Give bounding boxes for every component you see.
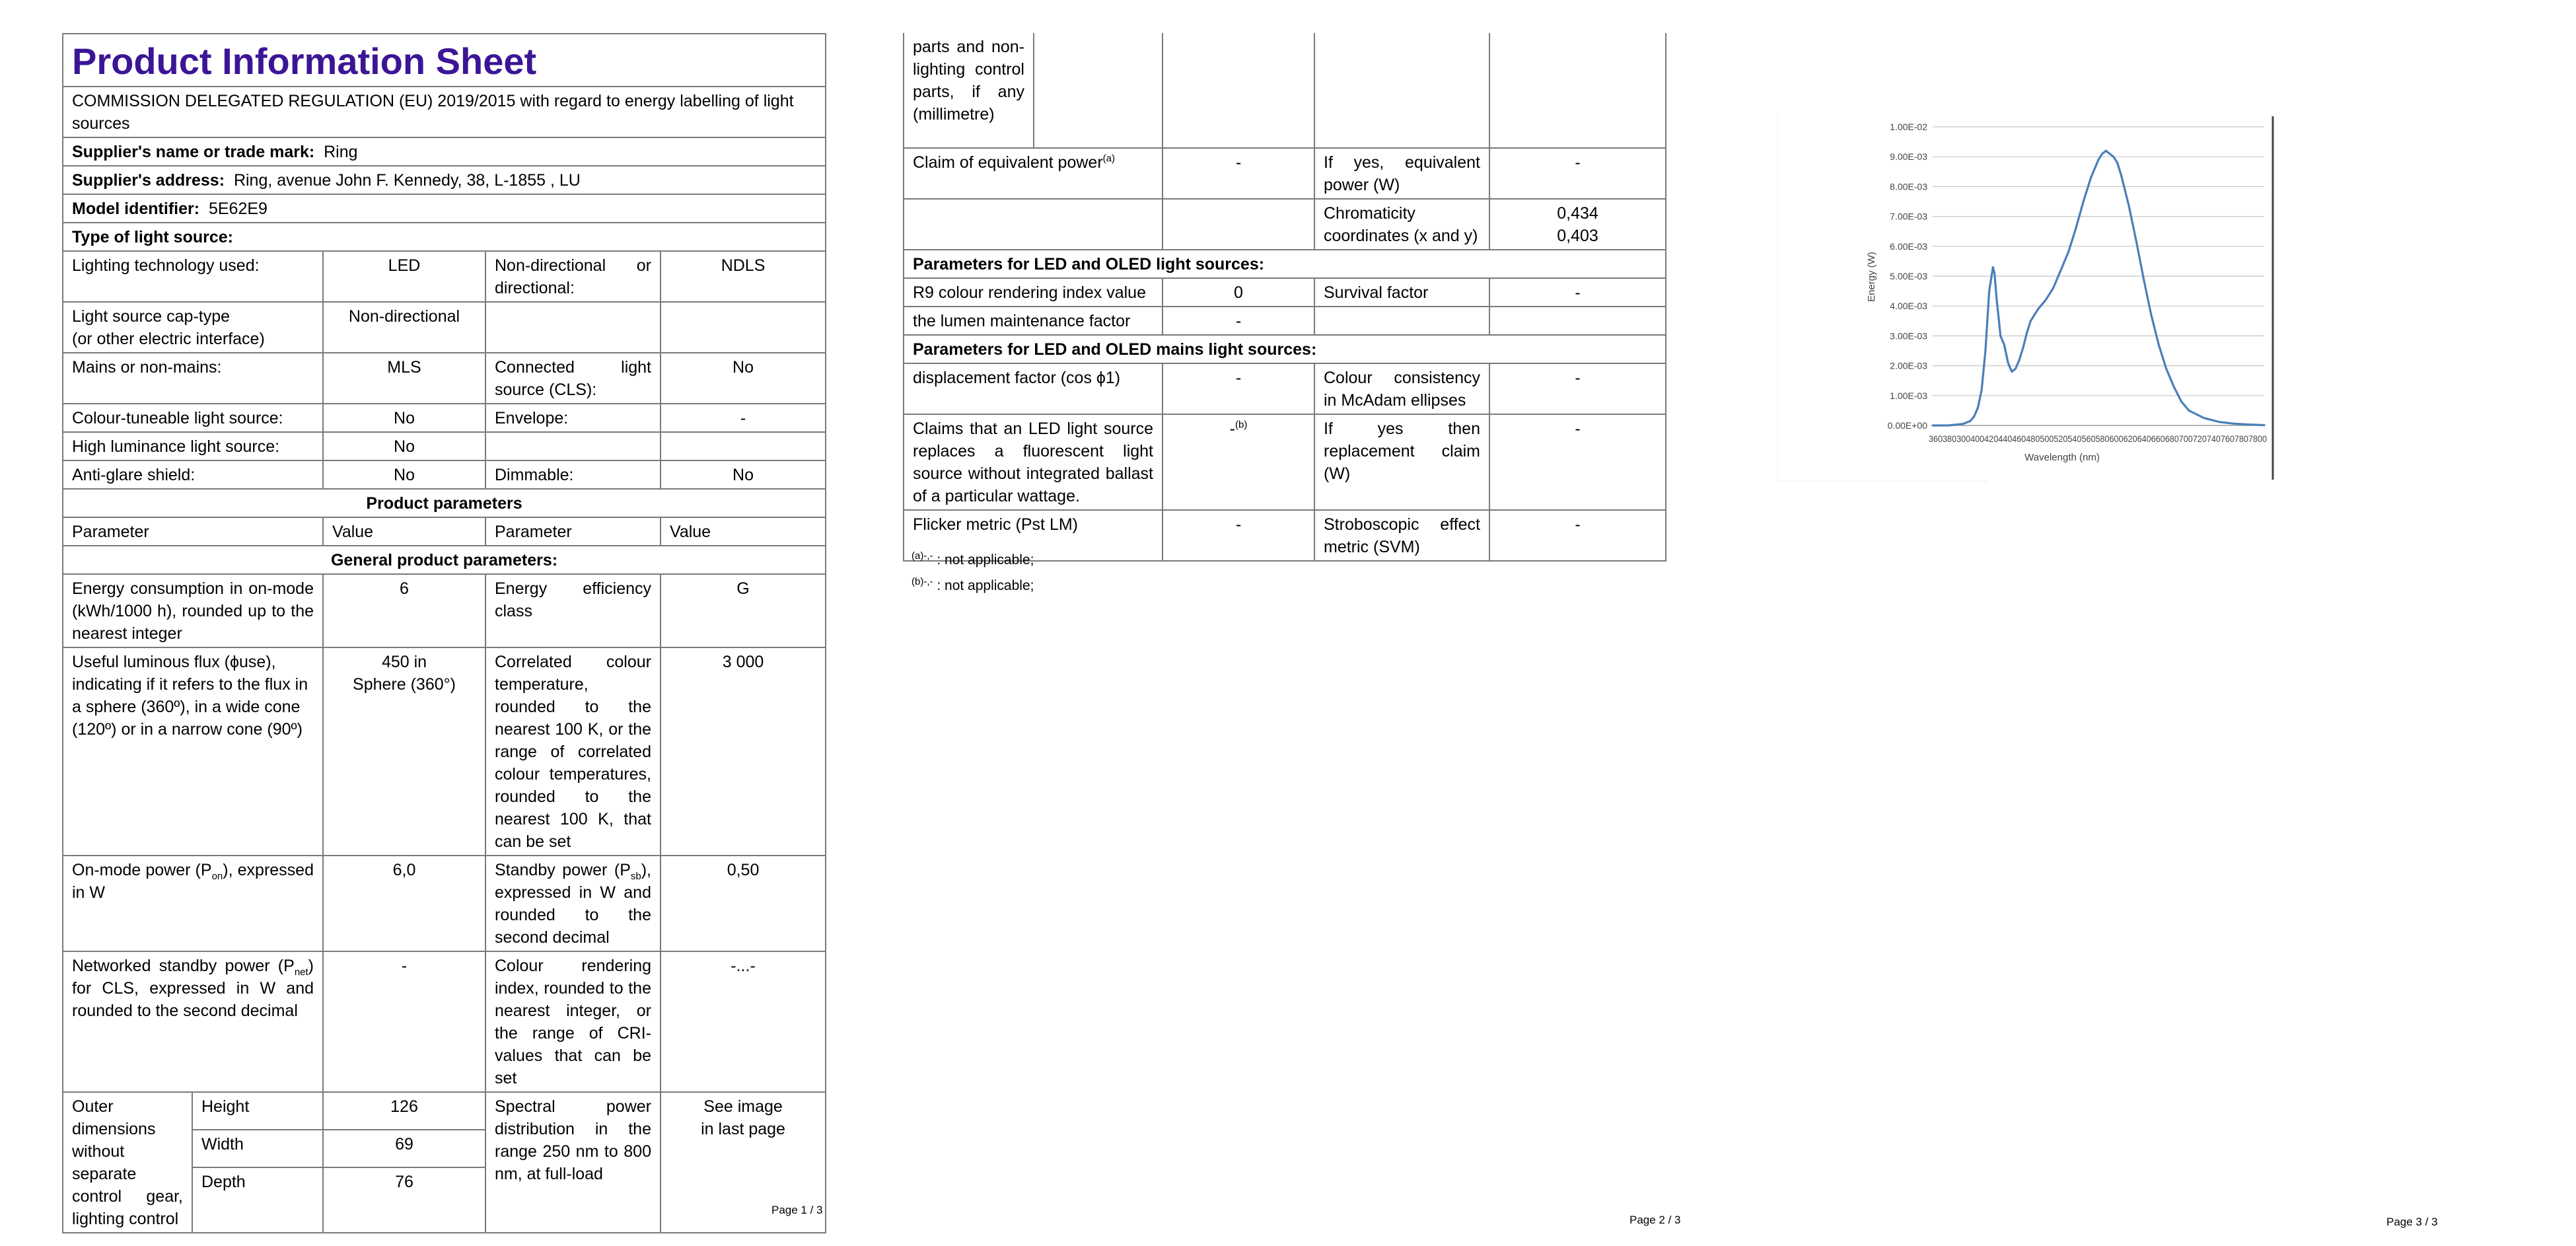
equivalent-power-claim-label — [904, 148, 1163, 199]
mcadam-value: - — [1489, 363, 1666, 414]
empty-cell — [661, 432, 826, 460]
r9-label: R9 colour rendering index value — [904, 278, 1163, 307]
footnote-a-mark: (a) — [912, 550, 924, 562]
svm-value: - — [1489, 510, 1666, 561]
empty-cell — [1034, 33, 1163, 148]
empty-cell — [1314, 307, 1489, 335]
survival-factor-value: - — [1489, 278, 1666, 307]
networked-standby-label-text: Networked standby power (P — [72, 957, 295, 975]
fluorescent-replacement-value-text: - — [1229, 420, 1235, 438]
flicker-metric-value: - — [1163, 510, 1314, 561]
cls-label: Connected light source (CLS): — [485, 353, 661, 404]
lumen-maintenance-value: - — [1163, 307, 1314, 335]
fluorescent-replacement-value — [1163, 414, 1314, 510]
empty-cell — [1314, 33, 1489, 148]
cap-type-value: Non-directional — [323, 302, 485, 353]
antiglare-label: Anti-glare shield: — [63, 460, 323, 489]
y-tick-label: 7.00E-03 — [1890, 211, 1927, 222]
tuneable-label: Colour-tuneable light source: — [63, 404, 323, 432]
column-header-parameter: Parameter — [485, 517, 661, 546]
cct-label: Correlated colour temperature, rounded to the nearest 100 K, or the range of correlated colour temperatures, rounded to the nearest 100 K, that can be set — [485, 647, 661, 856]
envelope-label: Envelope: — [485, 404, 661, 432]
standby-power-label — [485, 856, 661, 951]
empty-cell — [904, 199, 1163, 250]
footnote-b-mark: (b) — [912, 576, 924, 587]
y-tick-label: 0.00E+00 — [1887, 420, 1927, 431]
efficiency-class-value: G — [661, 574, 826, 647]
replacement-claim-value: - — [1489, 414, 1666, 510]
column-header-parameter: Parameter — [63, 517, 323, 546]
energy-consumption-label: Energy consumption in on-mode (kWh/1000 h), rounded up to the nearest integer — [63, 574, 323, 647]
cap-type-label — [63, 302, 323, 353]
equivalent-power-claim-text: Claim of equivalent power — [913, 153, 1103, 172]
supplier-name-label: Supplier's name or trade mark: — [72, 143, 315, 161]
supplier-name: Ring — [324, 143, 358, 161]
lighting-tech-label: Lighting technology used: — [63, 251, 323, 302]
chromaticity-y: 0,403 — [1557, 227, 1598, 245]
y-tick-label: 6.00E-03 — [1890, 240, 1927, 252]
antiglare-value: No — [323, 460, 485, 489]
y-axis-label: Energy (W) — [1866, 252, 1877, 302]
displacement-factor-value: - — [1163, 363, 1314, 414]
y-tick-label: 3.00E-03 — [1890, 330, 1927, 342]
led-parameters-header: Parameters for LED and OLED light sources: — [904, 250, 1666, 278]
lumen-maintenance-label: the lumen maintenance factor — [904, 307, 1163, 335]
x-axis-label: Wavelength (nm) — [2024, 452, 2100, 463]
empty-cell — [485, 302, 661, 353]
spectral-distribution-label: Spectral power distribution in the range 250 nm to 800 nm, at full-load — [485, 1092, 661, 1233]
page-title: Product Information Sheet — [63, 34, 826, 87]
flicker-metric-label: Flicker metric (Pst LM) — [904, 510, 1163, 561]
footnote-ref-a: (a) — [1102, 153, 1115, 165]
regulation-text: COMMISSION DELEGATED REGULATION (EU) 2019/2015 with regard to energy labelling of light sources — [63, 87, 826, 137]
spectral-power-chart — [1777, 112, 2292, 482]
onmode-power-subscript: on — [211, 871, 223, 882]
empty-cell — [661, 302, 826, 353]
envelope-value: - — [661, 404, 826, 432]
tuneable-value: No — [323, 404, 485, 432]
page-number: Page 3 / 3 — [2386, 1216, 2438, 1228]
cri-value: -...- — [661, 951, 826, 1092]
dimmable-value: No — [661, 460, 826, 489]
spectral-distribution-value-line1: See image — [703, 1097, 783, 1116]
luminous-flux-value-line1: 450 in — [381, 653, 427, 671]
directional-value: NDLS — [661, 251, 826, 302]
outer-dimensions-label: Outer dimensions without separate control gear, lighting control — [63, 1092, 192, 1233]
chromaticity-label: Chromaticity coordinates (x and y) — [1314, 199, 1489, 250]
y-tick-label: 2.00E-03 — [1890, 360, 1927, 371]
empty-cell — [1489, 307, 1666, 335]
onmode-power-label-tail: ), expressed in W — [72, 861, 314, 902]
fluorescent-replacement-label: Claims that an LED light source replaces a fluorescent light source without integrated ballast of a particular wattage. — [904, 414, 1163, 510]
spectral-distribution-value-line2: in last page — [701, 1120, 785, 1138]
cct-value: 3 000 — [661, 647, 826, 856]
high-luminance-value: No — [323, 432, 485, 460]
standby-power-value: 0,50 — [661, 856, 826, 951]
cri-label: Colour rendering index, rounded to the nearest integer, or the range of CRI-values that can be set — [485, 951, 661, 1092]
mains-value: MLS — [323, 353, 485, 404]
footnote-a-dash: -,- — [923, 550, 933, 562]
depth-value: 76 — [323, 1167, 485, 1233]
onmode-power-label-text: On-mode power (P — [72, 861, 212, 879]
networked-standby-label-tail: ) for CLS, expressed in W and rounded to the second decimal — [72, 957, 314, 1020]
footnote-b — [912, 576, 1034, 596]
chromaticity-value — [1489, 199, 1666, 250]
width-value: 69 — [323, 1130, 485, 1167]
survival-factor-label: Survival factor — [1314, 278, 1489, 307]
general-parameters-header: General product parameters: — [63, 546, 826, 574]
chromaticity-x: 0,434 — [1557, 204, 1598, 223]
replacement-claim-label: If yes then replacement claim (W) — [1314, 414, 1489, 510]
r9-value: 0 — [1163, 278, 1314, 307]
empty-cell — [1163, 33, 1314, 148]
page-2 — [859, 0, 1717, 1246]
supplier-name-row — [63, 137, 826, 166]
footnote-a — [912, 550, 1034, 570]
luminous-flux-value-line2: Sphere (360°) — [353, 675, 456, 694]
dimmable-label: Dimmable: — [485, 460, 661, 489]
y-tick-label: 9.00E-03 — [1890, 151, 1927, 163]
footnote-b-dash: -,- — [923, 576, 933, 587]
page-number: Page 2 / 3 — [1629, 1214, 1681, 1226]
supplier-address-row — [63, 166, 826, 194]
luminous-flux-label: Useful luminous flux (ϕuse), indicating if it refers to the flux in a sphere (360º), in a wide cone (120º) or in a narrow cone (90º) — [63, 647, 323, 856]
footnote-a-text: : not applicable; — [937, 552, 1034, 568]
efficiency-class-label: Energy efficiency class — [485, 574, 661, 647]
networked-standby-label — [63, 951, 323, 1092]
y-tick-label: 5.00E-03 — [1890, 271, 1927, 281]
networked-standby-subscript: net — [294, 967, 308, 978]
y-tick-label: 1.00E-02 — [1890, 122, 1927, 132]
cap-type-label-line1: Light source cap-type — [72, 307, 231, 326]
footnote-ref-b: (b) — [1234, 419, 1248, 431]
standby-power-label-text: Standby power (P — [495, 861, 631, 879]
cap-type-label-line2: (or other electric interface) — [72, 330, 265, 348]
page-1 — [0, 0, 859, 1246]
lighting-tech-value: LED — [323, 251, 485, 302]
empty-cell — [1163, 199, 1314, 250]
width-label: Width — [192, 1130, 323, 1167]
model-row — [63, 194, 826, 223]
model-identifier: 5E62E9 — [208, 200, 268, 218]
depth-label: Depth — [192, 1167, 323, 1233]
equivalent-power-label: If yes, equivalent power (W) — [1314, 148, 1489, 199]
equivalent-power-value: - — [1489, 148, 1666, 199]
onmode-power-value: 6,0 — [323, 856, 485, 951]
product-parameters-header: Product parameters — [63, 489, 826, 517]
standby-power-label-tail: ), expressed in W and rounded to the second decimal — [495, 861, 651, 947]
chart-background — [1777, 112, 2292, 482]
model-label: Model identifier: — [72, 200, 200, 218]
column-header-value: Value — [661, 517, 826, 546]
y-tick-label: 4.00E-03 — [1890, 301, 1927, 312]
product-info-table-continued — [903, 33, 1666, 562]
displacement-factor-label: displacement factor (cos ϕ1) — [904, 363, 1163, 414]
product-info-table — [62, 33, 826, 1233]
luminous-flux-value — [323, 647, 485, 856]
supplier-address-label: Supplier's address: — [72, 171, 225, 190]
equivalent-power-claim-value: - — [1163, 148, 1314, 199]
empty-cell — [485, 432, 661, 460]
x-tick-labels: 3603803004004204404604805005205405605806006206406606807007207407607807800 — [1929, 433, 2268, 444]
cls-value: No — [661, 353, 826, 404]
footnote-b-text: : not applicable; — [937, 578, 1034, 593]
standby-power-subscript: sb — [630, 871, 641, 882]
page-3 — [1717, 0, 2576, 1246]
page-number: Page 1 / 3 — [771, 1204, 823, 1216]
energy-consumption-value: 6 — [323, 574, 485, 647]
mcadam-label: Colour consistency in McAdam ellipses — [1314, 363, 1489, 414]
column-header-value: Value — [323, 517, 485, 546]
high-luminance-label: High luminance light source: — [63, 432, 323, 460]
mains-parameters-header: Parameters for LED and OLED mains light sources: — [904, 335, 1666, 363]
svm-label: Stroboscopic effect metric (SVM) — [1314, 510, 1489, 561]
type-of-light-source-label: Type of light source: — [63, 223, 826, 251]
continued-dimensions-label: parts and non-lighting control parts, if any (millimetre) — [904, 33, 1034, 148]
networked-standby-value: - — [323, 951, 485, 1092]
empty-cell — [1489, 33, 1666, 148]
mains-label: Mains or non-mains: — [63, 353, 323, 404]
height-label: Height — [192, 1092, 323, 1130]
y-tick-label: 1.00E-03 — [1890, 390, 1927, 401]
onmode-power-label — [63, 856, 323, 951]
directional-label: Non-directional or directional: — [485, 251, 661, 302]
y-tick-label: 8.00E-03 — [1890, 181, 1927, 192]
supplier-address: Ring, avenue John F. Kennedy, 38, L-1855 , LU — [233, 171, 581, 190]
height-value: 126 — [323, 1092, 485, 1130]
